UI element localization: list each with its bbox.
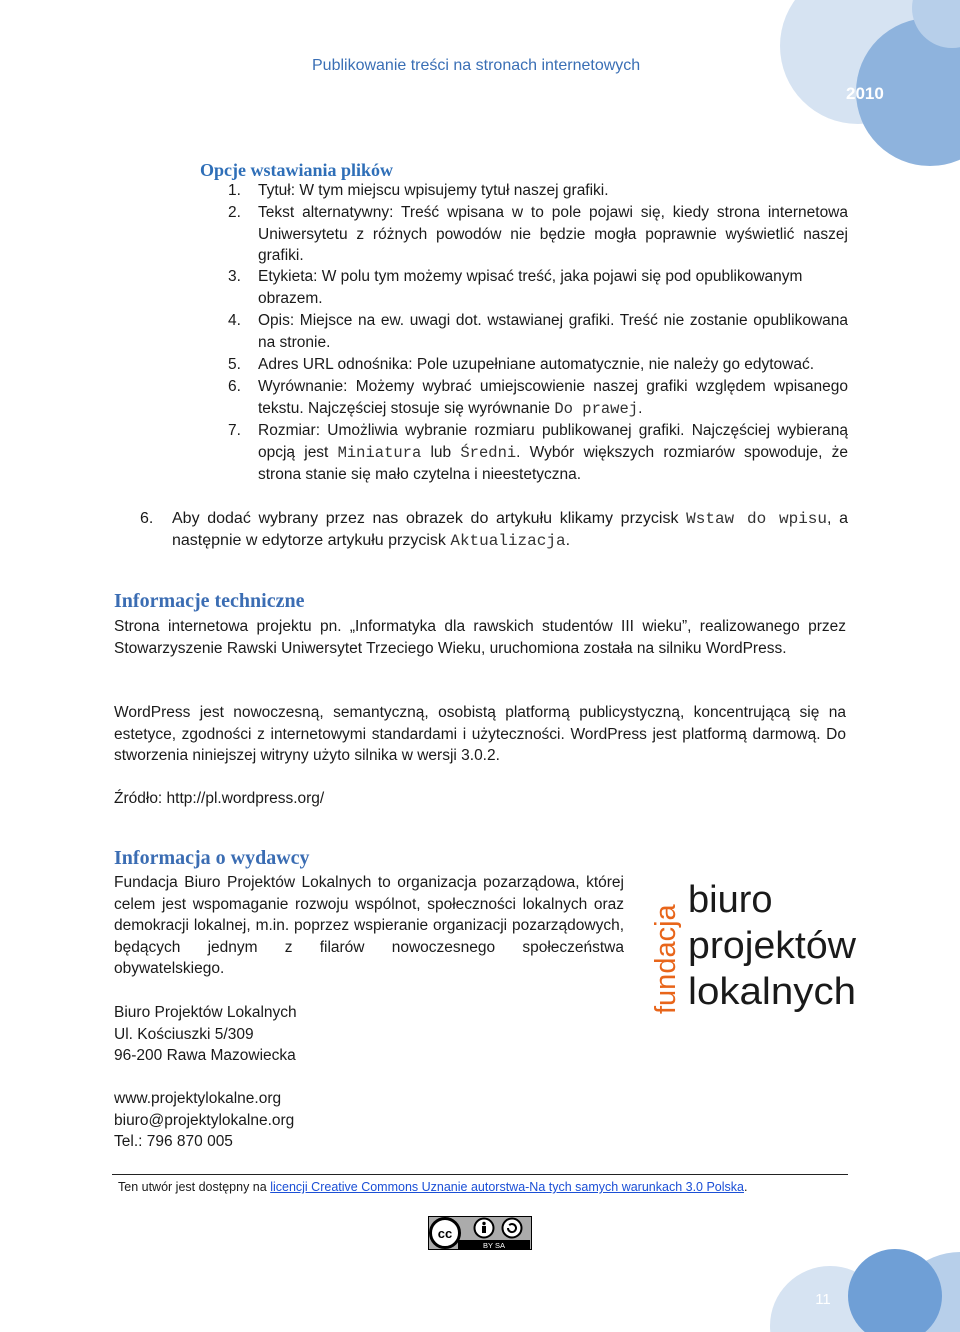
options-list xyxy=(228,310,848,353)
svg-text:projektów: projektów xyxy=(688,925,857,967)
svg-text:lokalnych: lokalnych xyxy=(688,971,856,1013)
address-line: 96-200 Rawa Mazowiecka xyxy=(114,1047,296,1064)
list-item: 7. Rozmiar: Umożliwia wybranie rozmiaru publikowanej grafiki. Najczęściej wybieraną opcją jest Miniatura lub Średni. Wybór większych rozmiarów spowoduje, że strona stanie się mało czytelna i nieestetyczna. xyxy=(228,422,848,483)
document-title: Publikowanie treści na stronach internetowych xyxy=(312,57,641,74)
code-text: Średni xyxy=(460,443,517,462)
list-item: 6. Wyrównanie: Możemy wybrać umiejscowienie naszej grafiki względem wpisanego tekstu. Najczęściej stosuje się wyrównanie Do prawej. xyxy=(228,378,848,418)
code-text: Wstaw do wpisu xyxy=(686,510,827,528)
page-number-decoration xyxy=(770,1222,960,1332)
document-year: 2010 xyxy=(846,84,884,103)
options-heading: Opcje wstawiania plików xyxy=(200,160,394,180)
options-list xyxy=(228,266,848,309)
code-text: Aktualizacja xyxy=(450,532,566,550)
tech-paragraph-2: WordPress jest nowoczesną, semantyczną, osobistą platformą publicystyczną, koncentrującą się na estetyce, zgodności z internetowymi standardami i użyteczności. WordPress jest platformą darmową. Do stworzenia niniejszej witryny użyto silnika w wersji 3.0.2. xyxy=(114,704,846,764)
svg-text:BY SA: BY SA xyxy=(483,1241,505,1250)
header-decoration xyxy=(720,0,960,170)
options-list xyxy=(228,180,848,202)
code-text: Miniatura xyxy=(337,443,422,462)
options-list xyxy=(228,420,848,486)
fundacja-logo xyxy=(648,872,858,1020)
address-line: Biuro Projektów Lokalnych xyxy=(114,1004,297,1021)
license-link[interactable]: licencji Creative Commons Uznanie autorstwa-Na tych samych warunkach 3.0 Polska xyxy=(270,1180,744,1194)
tech-heading: Informacje techniczne xyxy=(114,590,305,612)
publisher-contact xyxy=(114,1088,846,1153)
svg-text:fundacja: fundacja xyxy=(650,904,682,1014)
code-text: Do prawej xyxy=(554,399,639,418)
license-notice: Ten utwór jest dostępny na licencji Creative Commons Uznanie autorstwa-Na tych samych warunkach 3.0 Polska. xyxy=(118,1180,748,1194)
phone-text: Tel.: 796 870 005 xyxy=(114,1133,233,1150)
svg-text:cc: cc xyxy=(437,1226,453,1241)
email-text: biuro@projektylokalne.org xyxy=(114,1111,295,1129)
tech-source: Źródło: http://pl.wordpress.org/ xyxy=(114,790,325,807)
options-list xyxy=(228,376,848,420)
publisher-description: Fundacja Biuro Projektów Lokalnych to organizacja pozarządowa, której celem jest wspomaganie rozwoju wspólnot, społeczności lokalnych oraz demokracji lokalnej, m.in. poprzez wspieranie organizacji pozarządowych, będących jednym z filarów nowoczesnego społeczeństwa obywatelskiego. xyxy=(114,874,624,977)
publisher-address xyxy=(114,1002,846,1067)
publisher-heading: Informacja o wydawcy xyxy=(114,847,310,869)
website-text: www.projektylokalne.org xyxy=(114,1090,282,1107)
footer-divider xyxy=(112,1174,848,1175)
list-item: 2. Tekst alternatywny: Treść wpisana w to pole pojawi się, kiedy strona internetowa Uniwersytetu z różnych powodów nie będzie mogła poprawnie wyświetlić naszej grafiki. xyxy=(228,204,848,264)
list-item: 4. Opis: Miejsce na ew. uwagi dot. wstawianej grafiki. Treść nie zostanie opublikowana na stronie. xyxy=(228,312,848,351)
list-item: 1. Tytuł: W tym miejscu wpisujemy tytuł naszej grafiki. xyxy=(228,182,609,199)
svg-text:biuro: biuro xyxy=(688,879,773,921)
list-item: 3. Etykieta: W polu tym możemy wpisać treść, jaka pojawi się pod opublikowanym obrazem. xyxy=(228,268,803,307)
options-list xyxy=(228,354,848,376)
list-item: 5. Adres URL odnośnika: Pole uzupełniane automatycznie, nie należy go edytować. xyxy=(228,356,815,373)
step-6: 6. Aby dodać wybrany przez nas obrazek do artykułu klikamy przycisk Wstaw do wpisu, a następnie w edytorze artykułu przycisk Aktualizacja. xyxy=(140,510,849,550)
options-list xyxy=(228,202,848,267)
tech-paragraph-1: Strona internetowa projektu pn. „Informatyka dla rawskich studentów III wieku”, realizowanego przez Stowarzyszenie Rawski Uniwersytet Trzeciego Wieku, uruchomiona została na silniku WordPress. xyxy=(114,618,846,657)
cc-license-badge[interactable] xyxy=(428,1216,532,1250)
address-line: Ul. Kościuszki 5/309 xyxy=(114,1025,254,1043)
page-number: 11 xyxy=(815,1291,831,1308)
